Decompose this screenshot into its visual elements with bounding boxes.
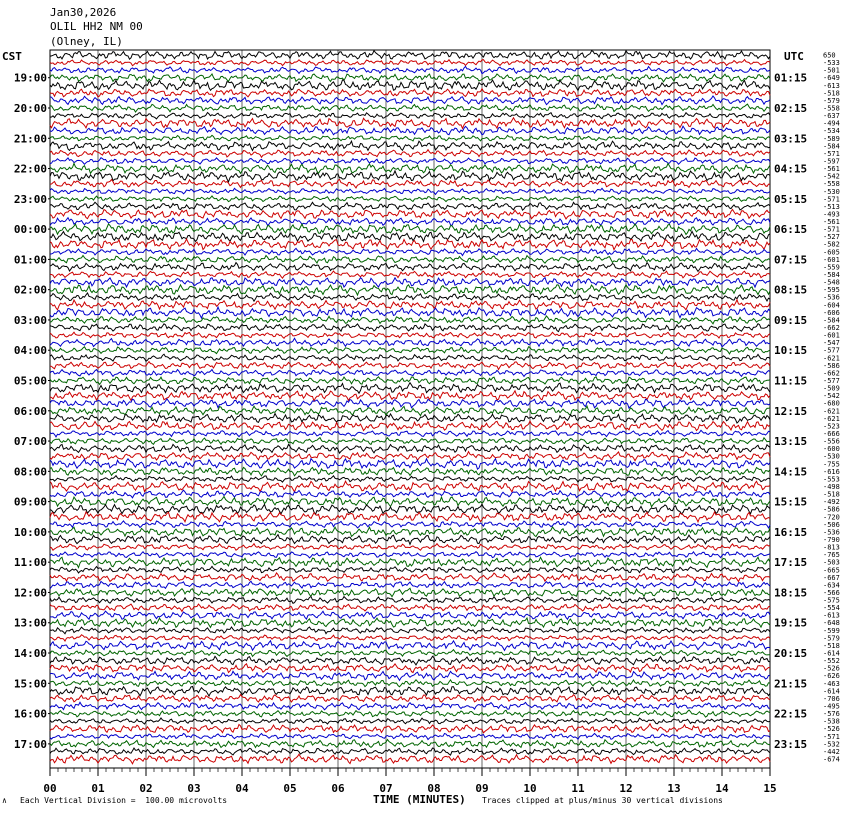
right-hour-label: 18:15 bbox=[774, 586, 808, 600]
x-tick-label: 05 bbox=[283, 782, 297, 795]
seismic-trace bbox=[50, 635, 770, 641]
seismic-trace bbox=[50, 278, 770, 288]
trace-offset-label: -571 bbox=[823, 225, 840, 234]
right-hour-label: 21:15 bbox=[774, 677, 808, 691]
trace-offset-label: -601 bbox=[823, 255, 840, 264]
trace-offset-label: -648 bbox=[823, 619, 840, 628]
right-hour-label: 20:15 bbox=[774, 647, 808, 661]
trace-offset-label: -586 bbox=[823, 505, 840, 514]
seismic-trace bbox=[50, 135, 770, 141]
trace-offset-label: -495 bbox=[823, 702, 840, 711]
right-hour-label: 05:15 bbox=[774, 192, 808, 206]
x-tick-label: 12 bbox=[619, 782, 633, 795]
seismic-trace bbox=[50, 231, 770, 241]
trace-offset-label: -553 bbox=[823, 475, 840, 484]
seismic-trace bbox=[50, 656, 770, 665]
right-timezone-label: UTC bbox=[784, 50, 804, 63]
seismic-trace bbox=[50, 557, 770, 567]
trace-offset-label: -509 bbox=[823, 384, 840, 393]
left-hour-label: 00:00 bbox=[13, 223, 47, 237]
seismic-trace bbox=[50, 535, 770, 545]
left-hour-label: 09:00 bbox=[13, 495, 47, 509]
trace-offset-label: -601 bbox=[823, 331, 840, 340]
trace-offset-label: -506 bbox=[823, 520, 840, 529]
trace-offset-label: -558 bbox=[823, 104, 840, 113]
seismic-trace bbox=[50, 740, 770, 749]
trace-offset-label: -493 bbox=[823, 210, 840, 219]
trace-offset-label: -674 bbox=[823, 755, 840, 764]
right-hour-label: 13:15 bbox=[774, 435, 808, 449]
trace-offset-label: -492 bbox=[823, 498, 840, 507]
seismic-trace bbox=[50, 209, 770, 219]
seismic-trace bbox=[50, 256, 770, 264]
trace-offset-label: -600 bbox=[823, 445, 840, 454]
seismic-trace bbox=[50, 180, 770, 188]
left-hour-label: 13:00 bbox=[13, 616, 47, 630]
seismic-trace bbox=[50, 604, 770, 612]
trace-offset-label: -561 bbox=[823, 165, 840, 174]
seismic-trace bbox=[50, 444, 770, 453]
seismic-trace bbox=[50, 399, 770, 408]
seismic-trace bbox=[50, 414, 770, 424]
trace-offset-label: -556 bbox=[823, 437, 840, 446]
trace-offset-label: -575 bbox=[823, 596, 840, 605]
trace-offset-label: -526 bbox=[823, 725, 840, 734]
seismic-trace bbox=[50, 438, 770, 445]
left-hour-label: 12:00 bbox=[13, 586, 47, 600]
trace-offset-label: -558 bbox=[823, 180, 840, 189]
trace-offset-label: -513 bbox=[823, 202, 840, 211]
left-hour-label: 11:00 bbox=[13, 556, 47, 570]
seismic-trace bbox=[50, 354, 770, 361]
trace-offset-label: 650 bbox=[823, 51, 836, 60]
x-axis-title: TIME (MINUTES) bbox=[373, 793, 466, 806]
station-code: OLIL HH2 NM 00 bbox=[50, 20, 143, 33]
left-hour-label: 16:00 bbox=[13, 707, 47, 721]
trace-offset-label: -706 bbox=[823, 694, 840, 703]
seismic-trace bbox=[50, 126, 770, 135]
left-hour-label: 01:00 bbox=[13, 253, 47, 267]
seismic-trace bbox=[50, 324, 770, 332]
seismic-trace bbox=[50, 754, 770, 764]
seismic-trace bbox=[50, 618, 770, 627]
x-tick-label: 04 bbox=[235, 782, 249, 795]
trace-offset-label: -579 bbox=[823, 96, 840, 105]
seismic-trace bbox=[50, 60, 770, 66]
trace-offset-label: -559 bbox=[823, 263, 840, 272]
trace-offset-label: -523 bbox=[823, 422, 840, 431]
trace-offset-label: -599 bbox=[823, 626, 840, 635]
seismic-trace bbox=[50, 521, 770, 528]
trace-offset-label: -577 bbox=[823, 346, 840, 355]
right-hour-label: 03:15 bbox=[774, 132, 808, 146]
seismic-trace bbox=[50, 650, 770, 657]
x-tick-label: 14 bbox=[715, 782, 729, 795]
trace-offset-label: -604 bbox=[823, 301, 840, 310]
seismic-trace bbox=[50, 293, 770, 301]
seismic-trace bbox=[50, 158, 770, 165]
seismic-trace bbox=[50, 497, 770, 507]
trace-offset-label: -547 bbox=[823, 339, 840, 348]
right-hour-label: 15:15 bbox=[774, 495, 808, 509]
trace-offset-label: -637 bbox=[823, 112, 840, 121]
trace-offset-label: -614 bbox=[823, 687, 840, 696]
seismic-trace bbox=[50, 224, 770, 235]
right-hour-label: 16:15 bbox=[774, 525, 808, 539]
trace-offset-label: -530 bbox=[823, 452, 840, 461]
trace-offset-label: -665 bbox=[823, 566, 840, 575]
left-hour-label: 04:00 bbox=[13, 344, 47, 358]
seismic-trace bbox=[50, 459, 770, 470]
trace-offset-label: -577 bbox=[823, 377, 840, 386]
trace-offset-label: -720 bbox=[823, 513, 840, 522]
seismic-trace bbox=[50, 481, 770, 492]
seismic-trace bbox=[50, 89, 770, 97]
trace-offset-label: -576 bbox=[823, 710, 840, 719]
seismic-trace bbox=[50, 300, 770, 310]
trace-offset-label: -566 bbox=[823, 588, 840, 597]
trace-offset-label: -538 bbox=[823, 717, 840, 726]
x-tick-label: 08 bbox=[427, 782, 441, 795]
trace-offset-label: -614 bbox=[823, 649, 840, 658]
trace-offset-label: -534 bbox=[823, 127, 840, 136]
trace-offset-label: -518 bbox=[823, 490, 840, 499]
seismic-trace bbox=[50, 338, 770, 346]
seismic-trace bbox=[50, 611, 770, 619]
trace-offset-label: -532 bbox=[823, 740, 840, 749]
seismic-trace bbox=[50, 347, 770, 354]
record-date: Jan30,2026 bbox=[50, 6, 117, 19]
trace-offset-label: -518 bbox=[823, 89, 840, 98]
seismic-trace bbox=[50, 370, 770, 377]
x-tick-label: 02 bbox=[139, 782, 153, 795]
trace-offset-label: -621 bbox=[823, 354, 840, 363]
left-hour-label: 15:00 bbox=[13, 677, 47, 691]
trace-offset-label: -586 bbox=[823, 361, 840, 370]
seismic-trace bbox=[50, 406, 770, 416]
seismic-trace bbox=[50, 316, 770, 324]
x-tick-label: 10 bbox=[523, 782, 537, 795]
trace-offset-label: -649 bbox=[823, 74, 840, 83]
seismic-trace bbox=[50, 733, 770, 739]
seismic-trace bbox=[50, 627, 770, 634]
seismic-trace bbox=[50, 702, 770, 710]
trace-offset-label: -571 bbox=[823, 149, 840, 158]
seismic-trace bbox=[50, 202, 770, 210]
trace-offset-label: -494 bbox=[823, 119, 840, 128]
right-hour-label: 23:15 bbox=[774, 737, 808, 751]
trace-offset-label: -518 bbox=[823, 641, 840, 650]
seismic-trace bbox=[50, 680, 770, 687]
trace-offset-label: -595 bbox=[823, 286, 840, 295]
right-hour-label: 08:15 bbox=[774, 283, 808, 297]
trace-offset-label: -571 bbox=[823, 195, 840, 204]
seismic-trace bbox=[50, 361, 770, 369]
x-tick-label: 09 bbox=[475, 782, 489, 795]
seismic-trace bbox=[50, 527, 770, 537]
right-hour-label: 19:15 bbox=[774, 616, 808, 630]
left-hour-label: 10:00 bbox=[13, 525, 47, 539]
trace-offset-label: -613 bbox=[823, 81, 840, 90]
trace-offset-label: -790 bbox=[823, 535, 840, 544]
seismic-trace bbox=[50, 504, 770, 514]
left-hour-label: 23:00 bbox=[13, 192, 47, 206]
station-location: (Olney, IL) bbox=[50, 35, 123, 48]
trace-offset-label: -626 bbox=[823, 672, 840, 681]
right-hour-label: 09:15 bbox=[774, 313, 808, 327]
left-hour-label: 02:00 bbox=[13, 283, 47, 297]
right-hour-label: 01:15 bbox=[774, 71, 808, 85]
trace-offset-label: -542 bbox=[823, 172, 840, 181]
x-tick-label: 03 bbox=[187, 782, 201, 795]
trace-offset-label: -597 bbox=[823, 157, 840, 166]
left-hour-label: 06:00 bbox=[13, 404, 47, 418]
trace-offset-label: -755 bbox=[823, 460, 840, 469]
trace-offset-label: -463 bbox=[823, 679, 840, 688]
right-hour-label: 22:15 bbox=[774, 707, 808, 721]
seismic-trace bbox=[50, 196, 770, 202]
trace-offset-label: -579 bbox=[823, 634, 840, 643]
seismic-trace bbox=[50, 66, 770, 74]
trace-offset-label: -542 bbox=[823, 392, 840, 401]
left-hour-label: 22:00 bbox=[13, 162, 47, 176]
trace-offset-label: -554 bbox=[823, 604, 840, 613]
seismic-trace bbox=[50, 248, 770, 255]
right-hour-label: 07:15 bbox=[774, 253, 808, 267]
trace-offset-label: -634 bbox=[823, 581, 840, 590]
seismic-trace bbox=[50, 430, 770, 437]
x-tick-label: 11 bbox=[571, 782, 585, 795]
left-hour-label: 17:00 bbox=[13, 737, 47, 751]
trace-offset-label: -503 bbox=[823, 558, 840, 567]
seismic-trace bbox=[50, 218, 770, 226]
trace-offset-label: -527 bbox=[823, 233, 840, 242]
seismic-trace bbox=[50, 718, 770, 724]
right-hour-label: 11:15 bbox=[774, 374, 808, 388]
scale-note: Each Vertical Division = 100.00 microvolts bbox=[20, 796, 228, 805]
seismic-trace bbox=[50, 512, 770, 522]
trace-offset-label: -662 bbox=[823, 324, 840, 333]
seismic-trace bbox=[50, 724, 770, 733]
x-tick-label: 13 bbox=[667, 782, 681, 795]
right-hour-label: 14:15 bbox=[774, 465, 808, 479]
trace-offset-label: -666 bbox=[823, 429, 840, 438]
seismic-trace bbox=[50, 383, 770, 394]
seismic-trace bbox=[50, 80, 770, 91]
seismic-trace bbox=[50, 588, 770, 597]
seismic-trace bbox=[50, 391, 770, 401]
trace-offset-label: -498 bbox=[823, 482, 840, 491]
seismic-trace bbox=[50, 452, 770, 461]
trace-offset-label: -765 bbox=[823, 551, 840, 560]
x-tick-label: 00 bbox=[43, 782, 57, 795]
trace-offset-label: -526 bbox=[823, 664, 840, 673]
trace-offset-label: -501 bbox=[823, 66, 840, 75]
trace-offset-label: -571 bbox=[823, 732, 840, 741]
seismic-trace bbox=[50, 96, 770, 105]
right-hour-label: 02:15 bbox=[774, 101, 808, 115]
right-hour-label: 10:15 bbox=[774, 344, 808, 358]
trace-offset-label: -667 bbox=[823, 573, 840, 582]
trace-offset-label: -584 bbox=[823, 271, 840, 280]
seismic-trace bbox=[50, 597, 770, 604]
seismic-trace bbox=[50, 686, 770, 696]
x-tick-label: 15 bbox=[763, 782, 777, 795]
x-tick-label: 01 bbox=[91, 782, 105, 795]
left-hour-label: 14:00 bbox=[13, 647, 47, 661]
seismic-trace bbox=[50, 74, 770, 82]
seismic-trace bbox=[50, 421, 770, 431]
trace-offset-label: -533 bbox=[823, 59, 840, 68]
trace-offset-label: -606 bbox=[823, 308, 840, 317]
seismic-trace bbox=[50, 163, 770, 173]
right-hour-label: 17:15 bbox=[774, 556, 808, 570]
trace-offset-label: -552 bbox=[823, 657, 840, 666]
seismic-trace bbox=[50, 141, 770, 150]
seismic-trace bbox=[50, 748, 770, 755]
seismic-trace bbox=[50, 664, 770, 673]
trace-offset-label: -582 bbox=[823, 240, 840, 249]
left-hour-label: 05:00 bbox=[13, 374, 47, 388]
right-hour-label: 04:15 bbox=[774, 162, 808, 176]
trace-offset-label: -605 bbox=[823, 248, 840, 257]
seismic-trace bbox=[50, 118, 770, 129]
trace-offset-label: -813 bbox=[823, 543, 840, 552]
seismic-trace bbox=[50, 671, 770, 680]
seismic-trace bbox=[50, 490, 770, 498]
trace-offset-label: -561 bbox=[823, 218, 840, 227]
trace-offset-label: -584 bbox=[823, 316, 840, 325]
trace-offset-label: -680 bbox=[823, 399, 840, 408]
trace-offset-label: -621 bbox=[823, 407, 840, 416]
trace-offset-label: -548 bbox=[823, 278, 840, 287]
seismic-trace bbox=[50, 51, 770, 60]
seismic-trace bbox=[50, 467, 770, 476]
seismic-trace bbox=[50, 332, 770, 339]
trace-offset-label: -442 bbox=[823, 747, 840, 756]
left-hour-label: 21:00 bbox=[13, 132, 47, 146]
seismic-trace bbox=[50, 271, 770, 278]
seismic-trace bbox=[50, 188, 770, 194]
seismic-trace bbox=[50, 113, 770, 119]
seismic-trace bbox=[50, 552, 770, 558]
seismic-trace bbox=[50, 263, 770, 272]
seismic-trace bbox=[50, 641, 770, 651]
trace-offset-label: -530 bbox=[823, 187, 840, 196]
trace-offset-label: -536 bbox=[823, 293, 840, 302]
seismic-trace bbox=[50, 150, 770, 158]
seismic-trace bbox=[50, 171, 770, 182]
seismic-trace bbox=[50, 695, 770, 703]
x-tick-label: 07 bbox=[379, 782, 393, 795]
right-hour-label: 12:15 bbox=[774, 404, 808, 418]
seismic-trace bbox=[50, 566, 770, 573]
left-hour-label: 07:00 bbox=[13, 435, 47, 449]
trace-offset-label: -662 bbox=[823, 369, 840, 378]
trace-offset-label: -584 bbox=[823, 142, 840, 151]
left-hour-label: 20:00 bbox=[13, 101, 47, 115]
left-timezone-label: CST bbox=[2, 50, 22, 63]
trace-offset-label: -616 bbox=[823, 467, 840, 476]
x-tick-label: 06 bbox=[331, 782, 345, 795]
right-hour-label: 06:15 bbox=[774, 223, 808, 237]
trace-offset-label: -589 bbox=[823, 134, 840, 143]
trace-offset-label: -536 bbox=[823, 528, 840, 537]
seismic-trace bbox=[50, 285, 770, 295]
left-hour-label: 08:00 bbox=[13, 465, 47, 479]
seismic-trace bbox=[50, 710, 770, 717]
seismic-trace bbox=[50, 573, 770, 582]
left-hour-label: 03:00 bbox=[13, 313, 47, 327]
clip-note: Traces clipped at plus/minus 30 vertical divisions bbox=[482, 796, 723, 805]
corner-mark: ∧ bbox=[2, 796, 7, 805]
trace-offset-label: -621 bbox=[823, 414, 840, 423]
trace-offset-label: -613 bbox=[823, 611, 840, 620]
seismic-trace bbox=[50, 307, 770, 318]
left-hour-label: 19:00 bbox=[13, 71, 47, 85]
